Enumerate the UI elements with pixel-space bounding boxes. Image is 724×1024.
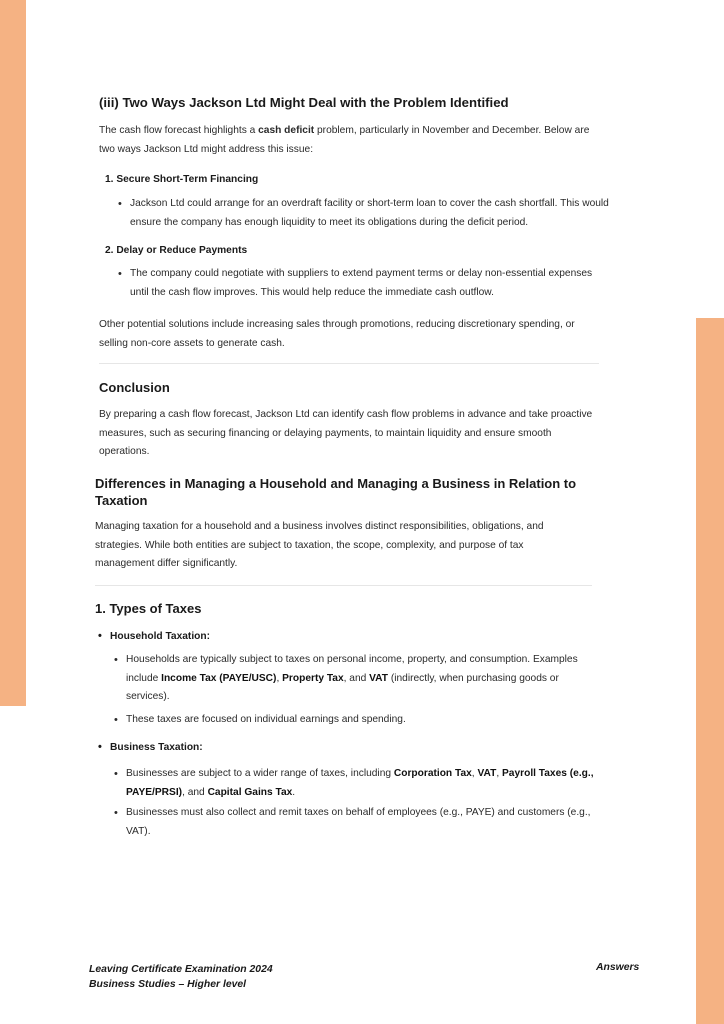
- left-accent-band: [0, 0, 26, 706]
- differences-heading: Differences in Managing a Household and Managing a Business in Relation to Taxation: [95, 476, 577, 508]
- household-b1-pre: Households are typically subject to taxes on personal income, property, and consumption. Examples include: [126, 654, 578, 684]
- footer-exam-info: [89, 962, 273, 992]
- business-b1-post: .: [292, 786, 296, 798]
- household-bullet-2: • These taxes are focused on individual earnings and spending.: [114, 711, 604, 730]
- household-b1-vat: VAT: [369, 672, 389, 684]
- section-iii-heading: (iii) Two Ways Jackson Ltd Might Deal with the Problem Identified: [99, 95, 509, 110]
- household-b1-income-tax: Income Tax (PAYE/USC): [161, 672, 277, 684]
- business-b1-vat: VAT: [477, 768, 497, 779]
- business-bullet-2: • Businesses must also collect and remit taxes on behalf of employees (e.g., PAYE) and customers (e.g., VAT).: [114, 804, 604, 841]
- business-b1-payroll-taxes: Payroll Taxes (e.g., PAYE/PRSI): [126, 768, 594, 798]
- business-b1-sep2: ,: [496, 768, 502, 779]
- list-item-1-label: 1. Secure Short-Term Financing: [105, 174, 259, 185]
- business-b1-sep1: ,: [471, 768, 478, 779]
- section-iii-intro: [99, 122, 604, 159]
- intro-text-start: The cash flow forecast highlights a: [99, 125, 259, 136]
- intro-text-end: problem, particularly in November and December. Below are two ways Jackson Ltd might address this issue:: [99, 125, 590, 155]
- business-b1-corporation-tax: Corporation Tax: [393, 768, 472, 779]
- household-b1-property-tax: Property Tax: [282, 672, 344, 684]
- list-item-2-label: 2. Delay or Reduce Payments: [105, 245, 248, 256]
- other-solutions-text: Other potential solutions include increasing sales through promotions, reducing discretionary spending, or selling non-core assets to generate cash.: [99, 319, 575, 349]
- household-b1-sep1: ,: [276, 672, 283, 684]
- footer-answers-label: Answers: [596, 962, 640, 973]
- household-bullet-1: [114, 651, 604, 707]
- right-accent-band: [696, 318, 724, 1024]
- household-b1-sep2: , and: [343, 672, 370, 684]
- conclusion-text: By preparing a cash flow forecast, Jackson Ltd can identify cash flow problems in advance and take proactive measures, such as securing financing or delaying payments, to maintain liquidity and ensure smooth operations.: [99, 409, 593, 457]
- business-b1-pre: Businesses are subject to a wider range of taxes, including: [126, 768, 394, 779]
- differences-text: Managing taxation for a household and a business involves distinct responsibilities, obligations, and strategies. While both entities are subject to taxation, the scope, complexity, and purpose of tax management differ significantly.: [95, 521, 544, 569]
- divider-2: [95, 585, 592, 586]
- business-b1-capital-gains-tax: Capital Gains Tax: [207, 786, 293, 798]
- footer-line-2: Business Studies – Higher level: [89, 979, 247, 990]
- list-item-1-bullet: • Jackson Ltd could arrange for an overdraft facility or short-term loan to cover the cash shortfall. This would ensure the company has enough liquidity to meet its obligations during the deficit period.: [118, 195, 610, 232]
- household-taxation-label: • Household Taxation:: [98, 631, 210, 642]
- divider-1: [99, 363, 599, 364]
- business-b1-sep3: , and: [182, 786, 208, 798]
- conclusion-heading: Conclusion: [99, 380, 170, 395]
- footer-line-1: Leaving Certificate Examination 2024: [89, 964, 273, 975]
- business-taxation-label: • Business Taxation:: [98, 742, 203, 753]
- list-item-2-bullet: • The company could negotiate with suppliers to extend payment terms or delay non-essential expenses until the cash flow improves. This would help reduce the immediate cash outflow.: [118, 265, 610, 302]
- business-bullet-1: [114, 765, 604, 802]
- household-b1-post: (indirectly, when purchasing goods or services).: [126, 672, 559, 702]
- types-of-taxes-heading: 1. Types of Taxes: [95, 601, 202, 616]
- intro-bold-term: cash deficit: [258, 125, 315, 136]
